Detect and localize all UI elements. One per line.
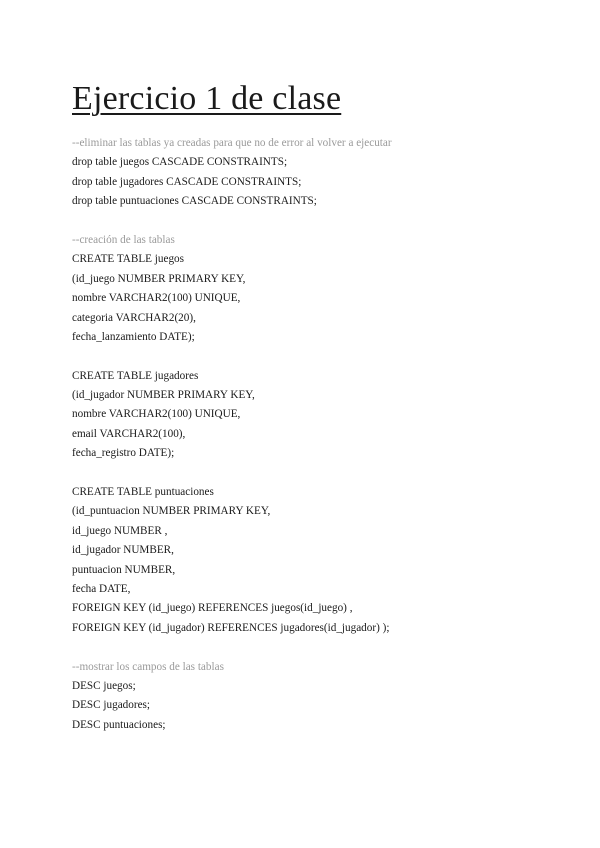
code-line: CREATE TABLE jugadores (72, 369, 199, 382)
blank-line (72, 464, 572, 483)
code-line: DESC jugadores; (72, 699, 150, 712)
code-line: CREATE TABLE puntuaciones (72, 486, 214, 499)
code-line: fecha DATE, (72, 582, 131, 595)
code-line: puntuacion NUMBER, (72, 563, 176, 576)
code-line: DESC puntuaciones; (72, 718, 166, 731)
code-line: drop table jugadores CASCADE CONSTRAINTS; (72, 175, 302, 188)
comment-line: --eliminar las tablas ya creadas para que no de error al volver a ejecutar (72, 137, 392, 149)
code-line: drop table juegos CASCADE CONSTRAINTS; (72, 156, 288, 169)
code-line: (id_juego NUMBER PRIMARY KEY, (72, 272, 246, 285)
blank-line (72, 347, 572, 366)
code-line: fecha_lanzamiento DATE); (72, 330, 195, 343)
blank-line (72, 212, 572, 231)
code-line: CREATE TABLE juegos (72, 253, 185, 266)
code-line: (id_jugador NUMBER PRIMARY KEY, (72, 389, 255, 402)
comment-line: --creación de las tablas (72, 233, 175, 246)
code-line: id_juego NUMBER , (72, 524, 168, 537)
code-line: categoria VARCHAR2(20), (72, 311, 196, 324)
document-page (72, 78, 572, 735)
document-body (72, 134, 572, 735)
code-line: email VARCHAR2(100), (72, 427, 186, 440)
code-line: nombre VARCHAR2(100) UNIQUE, (72, 292, 241, 305)
comment-line: --mostrar los campos de las tablas (72, 660, 224, 673)
blank-line (72, 638, 572, 657)
code-line: fecha_registro DATE); (72, 447, 175, 460)
code-line: FOREIGN KEY (id_jugador) REFERENCES jugadores(id_jugador) ); (72, 621, 390, 634)
code-line: drop table puntuaciones CASCADE CONSTRAINTS; (72, 195, 317, 208)
code-line: FOREIGN KEY (id_juego) REFERENCES juegos(id_juego) , (72, 602, 353, 615)
code-line: DESC juegos; (72, 679, 136, 692)
code-line: nombre VARCHAR2(100) UNIQUE, (72, 408, 241, 421)
document-title: Ejercicio 1 de clase (72, 80, 342, 117)
code-line: (id_puntuacion NUMBER PRIMARY KEY, (72, 505, 271, 518)
code-line: id_jugador NUMBER, (72, 544, 174, 557)
